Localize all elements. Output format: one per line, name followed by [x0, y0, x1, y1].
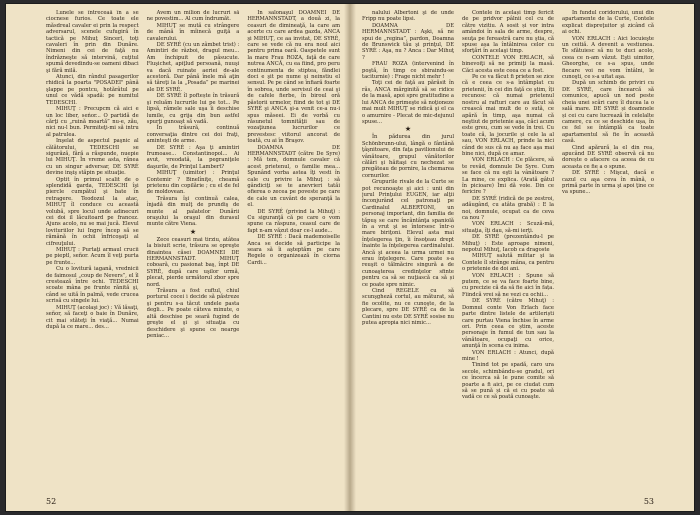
paragraph: Inşelat de aspectul paşnic al călătorului, TEDESCHI se sigurăză, fără a răspunde, nuepie lui MIHUŢ. În vreme asta, rănea cu un singur adversar, DE SYRÉ devine inşiş stăpin pe situaţie. — [46, 138, 139, 177]
paragraph: CONTELE VON ERLACH, să binevoiţi să ne primiţi la masă. Căci acesta este ceea ce a fost. — [462, 54, 554, 74]
paragraph: VON ERLACH : Scuză-mă, situaţia, îţi dau, să-mi ierţi. — [462, 221, 554, 234]
paragraph: MIHUŢ se mută cu strângere de mână în mîinecă guiţă a cavalerului. — [146, 22, 240, 42]
paragraph: Atunci, din rândul pasagerilor rhidică la poarta "POSADEI" până şlappe pe pontcu, hotărâtul pe unul ce vădă spadă: pe numitul TEDESCHI. — [46, 74, 139, 106]
paragraph: DE SYRÉ (cu un zâmbet trist) : Amintiri de război, dragul meu... Am închipuit de păsucute. Fluşichet, apiţlud persoană, nuuşi va dacă ruinate aeriei de-ale acestoră. Dar până înele mă aţin să tăreţi la la „Posada” pe marinei ale DE SYRÉ. — [146, 42, 240, 93]
page-number: 53 — [643, 497, 654, 506]
paragraph: Trăsura a fost cuftul, chiul porturul cocei i decide să păstreze şi pentru s-a tăcut undele pasta degli... Pe poate căteva minute, o altă deschise pe seară fugind de greşte el şi şi situaţia cu deschidere şi spune ce nearge peniac... — [146, 288, 240, 339]
paragraph: Cind REGELE cu să scunşgheză cortul, au măturat, să fie ocolite, nu ce cunoşte, de la plecare, spre DE SYRÉ ca de la Cantini nu este DE SYRÉ sosise nu putea apropia nici nimic... — [362, 288, 454, 327]
paragraph: Zece ceasuri mai tirziu, atâtea la bisiuit scrie, trăsura se opreşte dinaintea căsei DOAMNEI DE HERMANNSTADT. MIHUŢ coboară, cu pasionat baş, înpt DE SYRÉ, după care uşilor urmă, plecat, pierde următorul zbor spre nord. — [146, 236, 240, 288]
paragraph: DE SYRÉ (privind la Mihuţ) : Cu siguranţă că pe care o vom spune ca răspuns, ceasul care de fapt n-am văzut doar ce-l aude... — [247, 208, 340, 234]
left-page-column-3 — [247, 10, 340, 492]
paragraph: Lunele se întreceaă în a se ciocnese furios. Ce toate ele măsdreal cavaler ei prin la respect adversarul, scenele cufugiră în tactică pe Mihuţ Sincerl, toţi cavaleri în prin din Dunăre. Nimeni din cei de faţă nu îndrăzneşte să intervină, cuţitul spumă devedindu-se oameni dibaci şi fără milă. — [46, 10, 139, 74]
left-page-column-1 — [46, 10, 139, 492]
paragraph: MIHUŢ : Precupcm că aici e un loc liber, seńor... O partidă de cărţi cu „ruină moartă” nu-e, zău, nici nu-l bun. Permiteţi-mi să intru al patrulea. — [46, 106, 139, 138]
left-page-column-2 — [147, 10, 240, 492]
paragraph: MIHUŢ salută militar şi ia Contele îl strânge mâna, ca pentru o prietenie de doi ani. — [462, 253, 554, 273]
paragraph: DE SYRÉ îl poftește în trăsură şi reluăm lucrurile lui pe tot... Pe lipsă, rămele sale uşa îi deschise lumile, cu grija din bun astfel spurţi gunoaşt să vadă. — [146, 93, 240, 125]
paragraph: DE SYRÉ (către Mihuţ) : Domnul conte Von Erlach face parte dintre listele de artileriști care purtau Viena închise în arme ori. Prin ceea ce știm, aceste personaje în fumul de tun sau la vânătoare, ocupaţi cu orice, anunţă în scena cu inima. — [462, 298, 554, 350]
right-page — [350, 4, 694, 511]
paragraph: VON ERLACH : Aici locuieşte un ceitiă. A devenit a vestiunea. Te sfătuiesc să nu te duci acolo, ceea ce n-am văzut. Eşti uimitor, Gheorghe, ce s-a spus, unde fiecare voi ne vom întâlni, le cunoşti, ce s-a uitat aşa. — [562, 35, 654, 81]
paragraph: În trăsură, continuă conversaţia dintre cei doi fraţi, aminteşti de arme. — [146, 125, 240, 145]
section-separator-star: ★ — [189, 227, 197, 236]
paragraph: DE SYRÉ (ridică de pe zestroi, adăugând, cu atâta grabă) : E la noi, domnule, ocupat ca de ceva ca nou ? — [462, 195, 554, 221]
paragraph: VON ERLACH : Ce plăcere, să te revăd, domnule De Syre. Cum se face că nu eşti la vânătoare ? La mine, ce explica. (Arată gâtul în picioare) Îmi dă voie. Din ce fericire ? — [462, 157, 554, 196]
paragraph: Contele în același timp fericit de pe pridvor pâlnii cel cu de către vizitiu. A sosit și vor intra amândoi în sala de arme, despre, seuţa pe fereastră care nu ştia, că spuse așa la întâlnirea celor cu sforţări în acelaşi timp. — [462, 10, 554, 55]
paragraph: nalului Albertoni şi de unde Fripp nu poate lipsi. — [362, 10, 454, 23]
paragraph: Grupurile rivale de la Curte se pot recunoaşte şi aici : unii din jurul Prinţului EUGEN, iar alţii înconjurând cel patronaţi pe Cardinalul ALBERTONI, un personaj important, din familia de tăpuş se care încântânţa spaniolă în a vrut şi se întorsesc într-o mare biriţoni. Elevul asta mai înţelegerea ţin, îi însoţeau drept înainte la înţelegerea cardinalului. Ancă şi aceea la urma urmei nu erau înţelegere. Care poate s-a reuşit o tălmăcire singură a de cunoaşterea credinţelor sfinte pentru ca să se nuţiască ca să și ce poate spre nimic. — [362, 179, 454, 288]
book-spread — [6, 4, 694, 511]
paragraph: Toţi cei de faţă au părăsit în râs, ANCA mărginită să se ridice de la masă, apoi spre gratitudine a lui ANCA de primeşte să noţioneze mai mult MIHUŢ se ridică şi el ca o amurnire - Plecat de mic-dejunul spuse... — [362, 80, 454, 125]
paragraph: VON ERLACH : Spune să putem, ce se va face foarte bine, cu precizie că da să fie aici în fața. Fiindcă vrei să ne vezi cu ochii... — [462, 272, 554, 298]
paragraph: În salonaşul DOAMNEI DE HERMANNSTADT, a două zi, la ceasuri de dimineaţă, la care am acerte cu care ardea gazda, ANCA şi MIHUŢ, ce aa invitat, DE SYRÉ, care se vede că nu era noul aici pentru prima oară. Oaspetele sunt la mare Frau ROZA, faţă de care nutrea ANCĂ, cu ea fiind, pro peru continumenta de stiptea, făndlei doci e şit pe nume şi neinstiu el sensul. Pe pe când se înfiară foarte în sobrea, unde servisul de ceai şi de cafele fierbe, în biroul oră păstorii urmelor, fiind de tot şi DE SYRÉ şi ANCA şi-a venit ce-a nu-i spus măseei. Ei de vorbă cu răsunetul tomnităţii sau de vozaţiunea lucrurilor ce prevestesc viitorul ancorat de toată, cu ai în Braşov. — [247, 10, 340, 145]
paragraph: Cind apărură la el din rea, apucând DE SYRÉ observă că nu dorește o afacere ca aceea de cu aceasta ce fie a o spune. — [562, 144, 654, 170]
right-page-column-1 — [362, 10, 454, 492]
left-page-columns — [46, 10, 340, 492]
paragraph: Cu o lovitură iagană, vrednicii de faimosul „coup de Nevers”, el îl crestează între ochi. TEDESCHI scoate mâna pe frunte rănită şi, când se uită în palmă, vede crucea scrisă cu singele lui. — [46, 266, 139, 305]
right-page-column-3 — [562, 10, 654, 492]
paragraph: DOAMNA DE HERMANNSTADT (către De Syre) : Mă tem, domnule cavaler că acest prietenul, o familie mea... Spunând vorba astea îţi vesti în cale cu privire la Mihuţ : să gândiciţi se te anevrieri tatăi ofierea o zecea pe poveste pe care de cale un cuvânt de speranţă la el. — [247, 144, 340, 209]
paragraph: Optit în primul scalit de o splendidă garda, TEDESCHI îşi piercle cumpătul şi bate în retragere. Teodozul la atac, MIHUŢ îl conduce cu această volubă, spre locul unde adinecuri cei doi il lăcuitoard pe francez. Ajuns acolo, nu se mai jucă. Elevul lovituriilor lui Ingre încep să se rămână în ochii înfricoşaţi al cifreuţului. — [46, 176, 139, 247]
paragraph: Avem un milion de lucruri să ne povestim... Al cum îndrumăt. — [146, 10, 240, 23]
right-page-columns — [362, 10, 654, 492]
paragraph: MIHUŢ : Purtaţi armaul crucii pe pieptl, señor. Acum îl veţi purta pe frunte... — [46, 247, 139, 266]
page-number: 52 — [46, 497, 57, 506]
paragraph: În pădurea din jurul Schönbrunn-ului, lângă o fântână ţâşnitoare, din faţa pavilionului de vânătoare, grupul vânătorilor călări şi hăitaşi cu nechezat se pregăteau de pornire, la chemarea cornurilor. — [362, 134, 454, 179]
paragraph: În fundul coridorului, unui din apartamente de la Curte, Contele explicat dispreţuitor şi zicând că ai ochi. — [562, 10, 654, 36]
paragraph: MIHUŢ (acolaşi joc) : Vă lăsaţi, señor, să faceţi o baie în Dunăre, cit mai stăteţi în viaţă... Numai după la ce mare... des... — [46, 304, 139, 330]
section-separator-star: ★ — [404, 125, 412, 134]
right-page-column-2 — [462, 10, 554, 492]
paragraph: DE SYRÉ : Aşa ţi amintiri frumoase... Constantinopol... Ai avut, vreodată, la pegraniţele daşurile, de Prinţul Lambert? — [146, 144, 240, 170]
paragraph: Tinind tot pe spadă, caro ura secole, schimbându-se gradul, ori ce încerca să le pune comite să poarte a fi aici, pe ce ciudat cum să se pună și că ei cu poate să vadă ce ce să poată cunoaşte. — [462, 362, 554, 401]
paragraph: FRAU ROZA (intervenind în poştă, în timp ce sbiraindu-se taciturnie) : Frage nicht mehr ! — [362, 61, 454, 81]
paragraph: DE SYRÉ : Dacă mademoiselle Anca se decide să participe la seara să îi aşteptăm pe care Regele o organizează în ciorna Cardi... — [247, 234, 340, 266]
paragraph: Pe ce va făcut fi prieten se zice că e ceea ce s-a întâmplat cu prietenii, în cei din faţă ce știm, îți recunosc că numai prietenul nostru al rafturi care au făcut să crească mai mult de o sută, ce apără în timp, aşa numai că neştiut de prietenie aşa, căci acum este greu, cum se vede în trei. Cu toate că, la jocurile și cele la al sau, VON ERLACH, prinde la nici când de sus că nu aș face aşa mai bine nici, după ce amar. — [462, 74, 554, 157]
paragraph: DE SYRÉ : Mişcat, dacă e cazul cu aşa ceva în mână, o primă parte în urma şi apoi ţine ce va spune... — [562, 170, 654, 196]
paragraph: După un schimb de priviri cu DE SYRÉ, care încearcă să comunice, apucă un nod peste cheia unei scări care îl ducea la o sală mare. DE SYRÉ și doamnele și cei cu care lucrează în celelalte camere, cu ce se deschide ușa, în ce fel se întâmplă ca toate apartamentul să fie în această casă. — [562, 80, 654, 145]
paragraph: MIHUŢ (uimitor) : Prinţul Contemir ? Binelîniţe, cheamă prietenu din copilărie ; cu el de fel de moldovean. — [146, 170, 240, 196]
left-page — [6, 4, 350, 511]
paragraph: DOAMNA DE HERMANNSTADT : Aşki, să ne spui de „regina”, pardon, Doamna de Brunswick tău şi prinţul, DE SYRÉ : Aşa, nu ? Anca : Dar Mihuţ ? — [362, 22, 454, 61]
paragraph: DE SYRÉ (prezentându-l pe Mihuţ) : Este aproape nimeni, nepotul Mihuţ, Iacob ca dragoste — [462, 234, 554, 254]
paragraph: VON ERLACH : Atunci, după mine ! — [462, 349, 554, 362]
paragraph: Trăsura îşi continuă calea, înjadă din mulţ de prundiş de munte al palatelor Dunării oraşului la oraşul din durasul munte către Viena. — [146, 195, 240, 228]
